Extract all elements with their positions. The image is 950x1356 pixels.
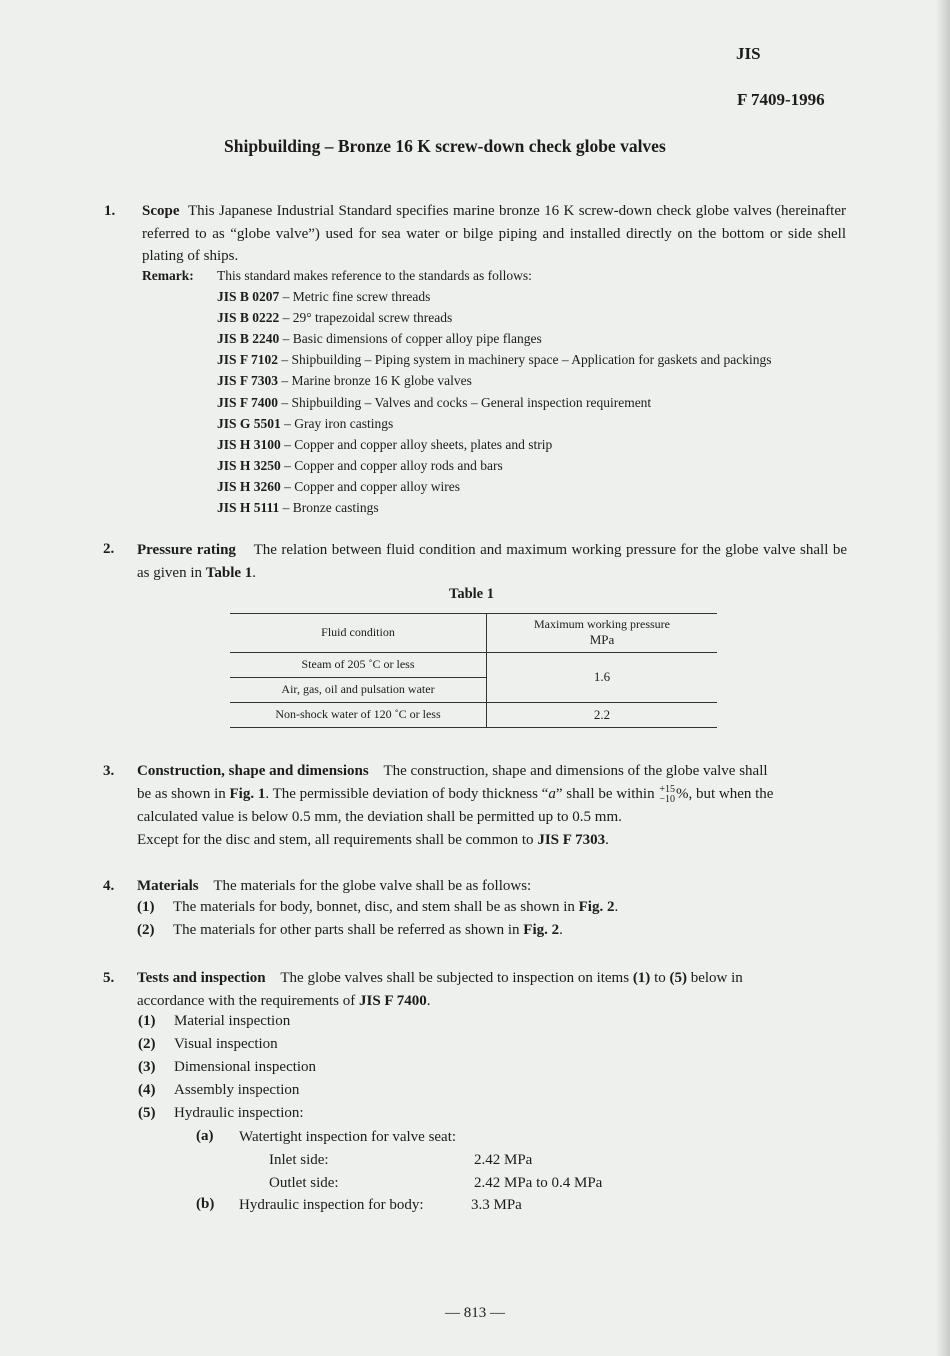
standard-title: – 29° trapezoidal screw threads	[282, 310, 453, 326]
standard-code: JIS H 3100	[217, 436, 281, 452]
section-5-text-d: .	[426, 993, 431, 1009]
section-1-heading: Scope	[142, 203, 180, 219]
document-title: Shipbuilding – Bronze 16 K screw-down check globe valves	[224, 136, 666, 156]
sub-item-b-value: 3.3 MPa	[471, 1197, 522, 1213]
standard-title: – Gray iron castings	[284, 415, 394, 431]
sub-item-b-text: Hydraulic inspection for body:	[239, 1197, 424, 1213]
standard-code: JIS G 5501	[217, 415, 281, 431]
list-item	[138, 1105, 304, 1122]
standard-title: – Copper and copper alloy wires	[284, 478, 460, 494]
list-item-end: .	[614, 899, 619, 915]
list-item-text: Visual inspection	[174, 1036, 278, 1052]
section-5-heading: Tests and inspection	[137, 970, 266, 986]
tolerance-plus: +15	[659, 783, 675, 795]
item-ref-5: (5)	[669, 970, 687, 986]
section-3-line-4	[137, 829, 609, 852]
standard-code: JIS B 0222	[217, 310, 280, 326]
section-1-text: This Japanese Industrial Standard specifies marine bronze 16 K screw-down check globe valves (hereinafter referred to as “globe valve”) used for sea water or bilge piping and installed directly on the bottom or side shell plating of ships.	[142, 203, 847, 264]
section-3-number: 3.	[103, 763, 115, 779]
section-2-number: 2.	[103, 541, 115, 557]
thickness-variable: a	[548, 786, 556, 802]
list-item	[138, 1036, 278, 1053]
list-item-number: (1)	[138, 1013, 156, 1029]
list-item-text: The materials for other parts shall be referred as shown in	[173, 922, 524, 938]
list-item-text: Hydraulic inspection:	[174, 1105, 304, 1121]
standard-reference-item	[217, 479, 460, 495]
list-item-number: (3)	[138, 1059, 156, 1075]
header-fluid-condition: Fluid condition	[230, 614, 487, 652]
header-org: JIS	[736, 44, 761, 63]
section-5-line-2	[137, 990, 431, 1013]
list-item-number: (2)	[138, 1036, 156, 1052]
table-row	[230, 652, 717, 677]
section-2-body	[137, 539, 847, 584]
tolerance-minus: −10	[659, 793, 675, 805]
section-3-heading: Construction, shape and dimensions	[137, 763, 369, 779]
section-2-period: .	[252, 564, 257, 581]
remark-text: This standard makes reference to the standards as follows:	[217, 268, 532, 283]
list-item	[138, 1059, 316, 1076]
list-item-text: The materials for body, bonnet, disc, and stem shall be as shown in	[173, 899, 579, 915]
inlet-value: 2.42 MPa	[474, 1152, 533, 1168]
list-item-number: (2)	[137, 922, 155, 938]
list-item-end: .	[559, 922, 563, 938]
section-3-text-2a: be as shown in	[137, 786, 230, 802]
fig-1-reference: Fig. 1	[229, 786, 266, 802]
standard-code: JIS B 2240	[217, 331, 280, 347]
list-item-number: (5)	[138, 1105, 156, 1121]
standard-code: JIS H 5111	[217, 500, 280, 515]
jis-f-7303-reference: JIS F 7303	[537, 832, 606, 848]
sub-item-b-label: (b)	[196, 1196, 215, 1212]
standard-reference-item	[217, 416, 393, 432]
sub-item-a-text: Watertight inspection for valve seat:	[239, 1129, 457, 1145]
section-4-text: The materials for the globe valve shall be as follows:	[213, 878, 532, 894]
section-1-number: 1.	[104, 203, 116, 219]
list-item-text: Material inspection	[174, 1013, 291, 1029]
standard-reference-item	[217, 500, 379, 516]
section-3-line-2	[137, 783, 773, 806]
header-max-pressure	[487, 614, 718, 652]
section-5-number: 5.	[103, 970, 115, 986]
section-2-text: The relation between fluid condition and maximum working pressure for the globe valve shall be as given in	[137, 542, 848, 581]
standard-code: JIS H 3260	[217, 478, 281, 494]
standard-title: – Basic dimensions of copper alloy pipe flanges	[282, 331, 542, 347]
sub-item-a-label: (a)	[196, 1128, 214, 1144]
list-item	[138, 1013, 290, 1030]
tolerance-stack	[659, 785, 675, 805]
fig-2-reference: Fig. 2	[578, 899, 615, 915]
standard-code: JIS B 0207	[217, 289, 280, 304]
standard-code: JIS F 7400	[217, 394, 279, 410]
table-1-reference: Table 1	[205, 564, 253, 581]
standard-title: – Shipbuilding – Piping system in machinery space – Application for gaskets and packings	[281, 352, 772, 368]
section-2-heading: Pressure rating	[137, 542, 236, 558]
list-item	[137, 899, 618, 916]
outlet-label: Outlet side:	[269, 1175, 339, 1191]
list-item-number: (1)	[137, 899, 155, 915]
standard-title: – Metric fine screw threads	[282, 289, 431, 304]
table-1	[230, 614, 717, 728]
page-number: — 813 —	[445, 1305, 505, 1321]
list-item	[137, 922, 563, 939]
section-5-text-a: The globe valves shall be subjected to inspection on items	[280, 970, 633, 986]
fig-2-reference: Fig. 2	[523, 922, 560, 938]
standard-code: JIS F 7102	[217, 352, 279, 368]
fluid-cell: Air, gas, oil and pulsation water	[230, 677, 487, 702]
section-5-text-c: accordance with the requirements of	[137, 993, 359, 1009]
section-5-text-b: below in	[686, 970, 743, 986]
section-4-body	[137, 875, 531, 898]
standard-title: – Copper and copper alloy rods and bars	[284, 457, 503, 473]
table-1-caption: Table 1	[449, 586, 494, 602]
list-item-text: Assembly inspection	[174, 1082, 300, 1098]
section-3-text-2b: . The permissible deviation of body thickness “	[265, 786, 549, 802]
section-3-line-1	[137, 760, 849, 783]
header-standard-code: F 7409-1996	[737, 90, 825, 109]
standard-title: – Marine bronze 16 K globe valves	[281, 373, 472, 389]
page-edge-shadow	[936, 0, 950, 1356]
standard-title: – Shipbuilding – Valves and cocks – General inspection requirement	[281, 394, 652, 410]
jis-f-7400-reference: JIS F 7400	[358, 993, 427, 1009]
section-3-text-4b: .	[605, 832, 609, 848]
header-max-pressure-unit: MPa	[589, 632, 615, 648]
list-item	[138, 1082, 299, 1099]
section-3-text-2c: ” shall be within	[555, 786, 659, 802]
outlet-value: 2.42 MPa to 0.4 MPa	[474, 1175, 603, 1191]
standard-reference-item	[217, 310, 452, 326]
table-row	[230, 702, 717, 727]
inlet-label: Inlet side:	[269, 1152, 329, 1168]
table-header-row	[230, 614, 717, 652]
list-item-text: Dimensional inspection	[174, 1059, 317, 1075]
remark-label: Remark:	[142, 268, 194, 283]
section-4-number: 4.	[103, 878, 115, 894]
standard-reference-item	[217, 373, 472, 389]
fluid-cell: Non-shock water of 120 ˚C or less	[230, 702, 487, 727]
standard-reference-item	[217, 289, 430, 305]
pressure-cell: 1.6	[487, 652, 718, 702]
section-1-body	[142, 200, 846, 268]
list-item-number: (4)	[138, 1082, 156, 1098]
standard-reference-item	[217, 331, 542, 347]
section-3-line-3: calculated value is below 0.5 mm, the deviation shall be permitted up to 0.5 mm.	[137, 809, 622, 825]
standard-reference-item	[217, 395, 651, 411]
section-4-heading: Materials	[137, 878, 199, 894]
item-ref-1: (1)	[632, 970, 651, 986]
section-5-line-1	[137, 967, 847, 990]
pressure-cell: 2.2	[487, 702, 718, 727]
fluid-cell: Steam of 205 ˚C or less	[230, 652, 487, 677]
header-max-pressure-line1: Maximum working pressure	[534, 617, 670, 632]
standard-code: JIS F 7303	[217, 373, 279, 389]
standard-title: – Bronze castings	[282, 500, 379, 515]
standard-title: – Copper and copper alloy sheets, plates and strip	[284, 436, 553, 452]
section-3-text-2d: %, but when the	[675, 786, 774, 802]
standard-reference-item	[217, 437, 552, 453]
standard-reference-item	[217, 352, 771, 368]
section-3-text-1: The construction, shape and dimensions of the globe valve shall	[383, 763, 768, 779]
section-5-text-mid: to	[650, 970, 670, 986]
standard-reference-item	[217, 458, 503, 474]
section-3-text-4a: Except for the disc and stem, all requirements shall be common to	[137, 832, 538, 848]
standard-code: JIS H 3250	[217, 457, 281, 473]
